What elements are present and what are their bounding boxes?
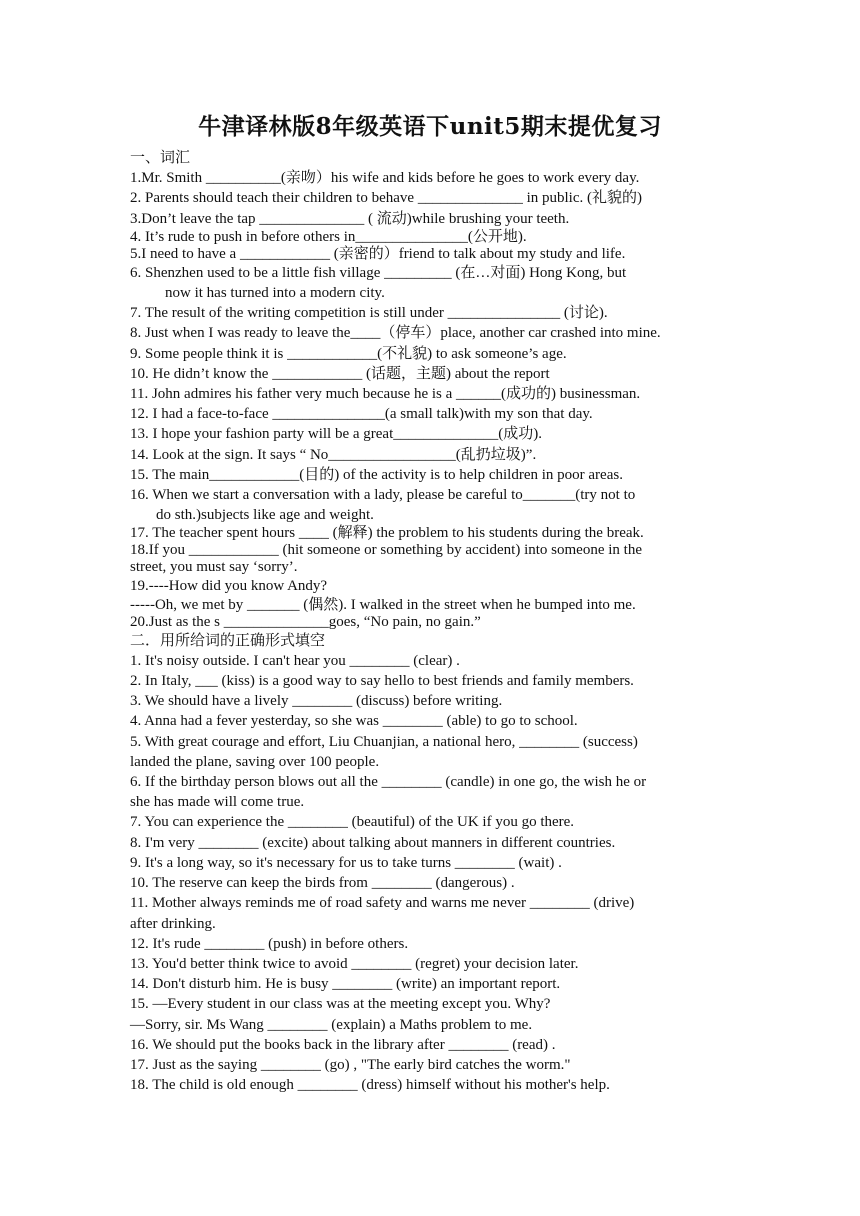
section-1-heading: 一、词汇	[130, 150, 191, 166]
question-line-continued: —Sorry, sir. Ms Wang ________ (explain) a Maths problem to me.	[130, 1016, 533, 1033]
question-line-continued: now it has turned into a modern city.	[165, 285, 385, 302]
question-line: 16. When we start a conversation with a lady, please be careful to_______(try not to	[130, 487, 636, 504]
question-line: 6. If the birthday person blows out all the ________ (candle) in one go, the wish he or	[130, 774, 647, 791]
question-line: 18.If you ____________ (hit someone or something by accident) into someone in the	[130, 542, 642, 559]
document-body	[130, 148, 732, 1095]
question-line: 4. Anna had a fever yesterday, so she was ________ (able) to go to school.	[130, 713, 578, 730]
question-line-continued: do sth.)subjects like age and weight.	[156, 507, 374, 524]
question-line: 15. The main____________(目的) of the activity is to help children in poor areas.	[130, 466, 623, 483]
question-line: 17. Just as the saying ________ (go) , "The early bird catches the worm."	[130, 1056, 571, 1073]
page-title: 牛津译林版8年级英语下unit5期末提优复习	[198, 113, 662, 140]
question-line-continued: after drinking.	[130, 915, 216, 932]
question-line: 12. It's rude ________ (push) in before others.	[130, 935, 409, 952]
question-line: 9. Some people think it is ____________(不礼貌) to ask someone’s age.	[130, 345, 567, 362]
question-line: 16. We should put the books back in the library after ________ (read) .	[130, 1036, 556, 1053]
question-line: 2. In Italy, ___ (kiss) is a good way to say hello to best friends and family members.	[130, 673, 634, 690]
question-line-continued: landed the plane, saving over 100 people.	[130, 753, 380, 770]
question-line: 15. —Every student in our class was at the meeting except you. Why?	[130, 996, 551, 1013]
question-line: 20.Just as the s ______________goes, “No pain, no gain.”	[130, 613, 481, 630]
question-line: 7. The result of the writing competition is still under _______________ (讨论).	[130, 305, 608, 322]
question-line-continued: she has made will come true.	[130, 794, 305, 811]
question-line: 18. The child is old enough ________ (dress) himself without his mother's help.	[130, 1077, 610, 1094]
question-line: 13. You'd better think twice to avoid ________ (regret) your decision later.	[130, 955, 579, 972]
question-line: 17. The teacher spent hours ____ (解释) the problem to his students during the break.	[130, 525, 644, 542]
question-line: 7. You can experience the ________ (beautiful) of the UK if you go there.	[130, 814, 575, 831]
question-line: 8. I'm very ________ (excite) about talking about manners in different countries.	[130, 834, 616, 851]
question-line-continued: street, you must say ‘sorry’.	[130, 559, 298, 576]
question-line: 2. Parents should teach their children to behave ______________ in public. (礼貌的)	[130, 190, 642, 207]
question-line: 14. Look at the sign. It says “ No_________________(乱扔垃圾)”.	[130, 446, 537, 463]
question-line: 3. We should have a lively ________ (discuss) before writing.	[130, 693, 503, 710]
question-line: 3.Don’t leave the tap ______________ ( 流动)while brushing your teeth.	[130, 210, 570, 227]
question-line: 13. I hope your fashion party will be a great______________(成功).	[130, 426, 542, 443]
question-line: 6. Shenzhen used to be a little fish village _________ (在…对面) Hong Kong, but	[130, 264, 627, 281]
question-line: 10. The reserve can keep the birds from ________ (dangerous) .	[130, 875, 515, 892]
section-2-heading: 二．用所给词的正确形式填空	[130, 632, 326, 649]
question-line: 1.Mr. Smith __________(亲吻）his wife and kids before he goes to work every day.	[130, 170, 640, 187]
question-line: 5.I need to have a ____________ (亲密的）friend to talk about my study and life.	[130, 245, 626, 262]
question-line: 19.----How did you know Andy?	[130, 578, 328, 595]
question-line: 9. It's a long way, so it's necessary for us to take turns ________ (wait) .	[130, 854, 562, 871]
question-line: 12. I had a face-to-face _______________(a small talk)with my son that day.	[130, 406, 593, 423]
question-line: 11. John admires his father very much because he is a ______(成功的) businessman.	[130, 386, 641, 403]
question-line: 4. It’s rude to push in before others in_______________(公开地).	[130, 228, 527, 245]
question-line: 14. Don't disturb him. He is busy ________ (write) an important report.	[130, 976, 561, 993]
question-line: 1. It's noisy outside. I can't hear you ________ (clear) .	[130, 652, 460, 669]
question-line: 11. Mother always reminds me of road safety and warns me never ________ (drive)	[130, 895, 635, 912]
question-line: 8. Just when I was ready to leave the____（停车）place, another car crashed into mine.	[130, 325, 661, 342]
question-line: -----Oh, we met by _______ (偶然). I walked in the street when he bumped into me.	[130, 596, 636, 613]
question-line: 10. He didn’t know the ____________ (话题，主题) about the report	[130, 365, 550, 382]
question-line: 5. With great courage and effort, Liu Chuanjian, a national hero, ________ (success)	[130, 733, 638, 750]
